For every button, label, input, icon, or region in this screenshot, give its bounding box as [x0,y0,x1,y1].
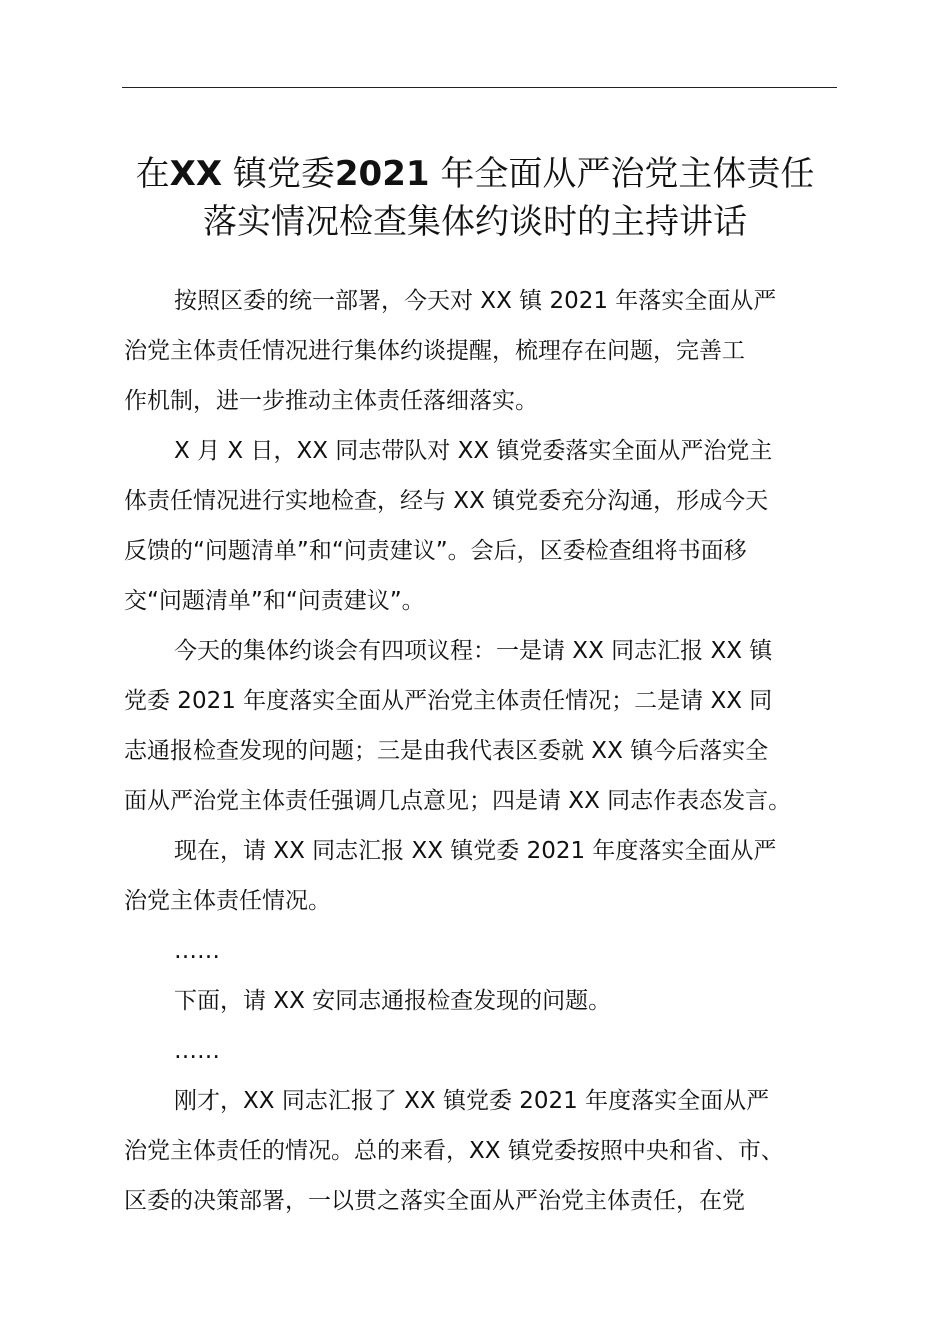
title-line-2: 落实情况检查集体约谈时的主持讲话 [203,202,747,242]
header-rule [122,87,837,88]
text-line: X 月 X 日，XX 同志带队对 XX 镇党委落实全面从严治党主 [174,438,773,464]
title-text-e: 年全面从严治党主体责任 [440,154,815,194]
text-line: 治党主体责任情况。 [124,888,331,914]
text-line: 区委的决策部署，一以贯之落实全面从严治党主体责任，在党 [124,1188,745,1214]
title-line-1 [100,150,850,198]
text-line: 治党主体责任情况进行集体约谈提醒，梳理存在问题，完善工 [124,338,745,364]
text-line: 下面，请 XX 安同志通报检查发现的问题。 [174,988,612,1014]
title-text-b: XX [169,154,223,194]
text-line: 作机制，进一步推动主体责任落细落实。 [124,388,538,414]
text-line: 按照区委的统一部署，今天对 XX 镇 2021 年落实全面从严 [174,288,777,314]
title-text-c: 镇党委 [232,154,335,194]
text-line: 志通报检查发现的问题；三是由我代表区委就 XX 镇今后落实全 [124,738,769,764]
text-line: 现在，请 XX 同志汇报 XX 镇党委 2021 年度落实全面从严 [174,838,777,864]
title-text-a: 在 [135,154,170,194]
text-line: 反馈的“问题清单”和“问责建议”。会后，区委检查组将书面移 [124,538,747,564]
ellipsis-line: …… [174,938,220,964]
ellipsis-line: …… [174,1038,220,1064]
text-line: 治党主体责任的情况。总的来看，XX 镇党委按照中央和省、市、 [124,1138,784,1164]
text-line: 体责任情况进行实地检查，经与 XX 镇党委充分沟通，形成今天 [124,488,769,514]
text-line: 交“问题清单”和“问责建议”。 [124,588,425,614]
text-line: 刚才，XX 同志汇报了 XX 镇党委 2021 年度落实全面从严 [174,1088,770,1114]
text-line: 面从严治党主体责任强调几点意见；四是请 XX 同志作表态发言。 [124,788,792,814]
title-text-d: 2021 [334,154,430,194]
text-line: 党委 2021 年度落实全面从严治党主体责任情况；二是请 XX 同 [124,688,773,714]
text-line: 今天的集体约谈会有四项议程：一是请 XX 同志汇报 XX 镇 [174,638,773,664]
body-text [124,276,840,1226]
